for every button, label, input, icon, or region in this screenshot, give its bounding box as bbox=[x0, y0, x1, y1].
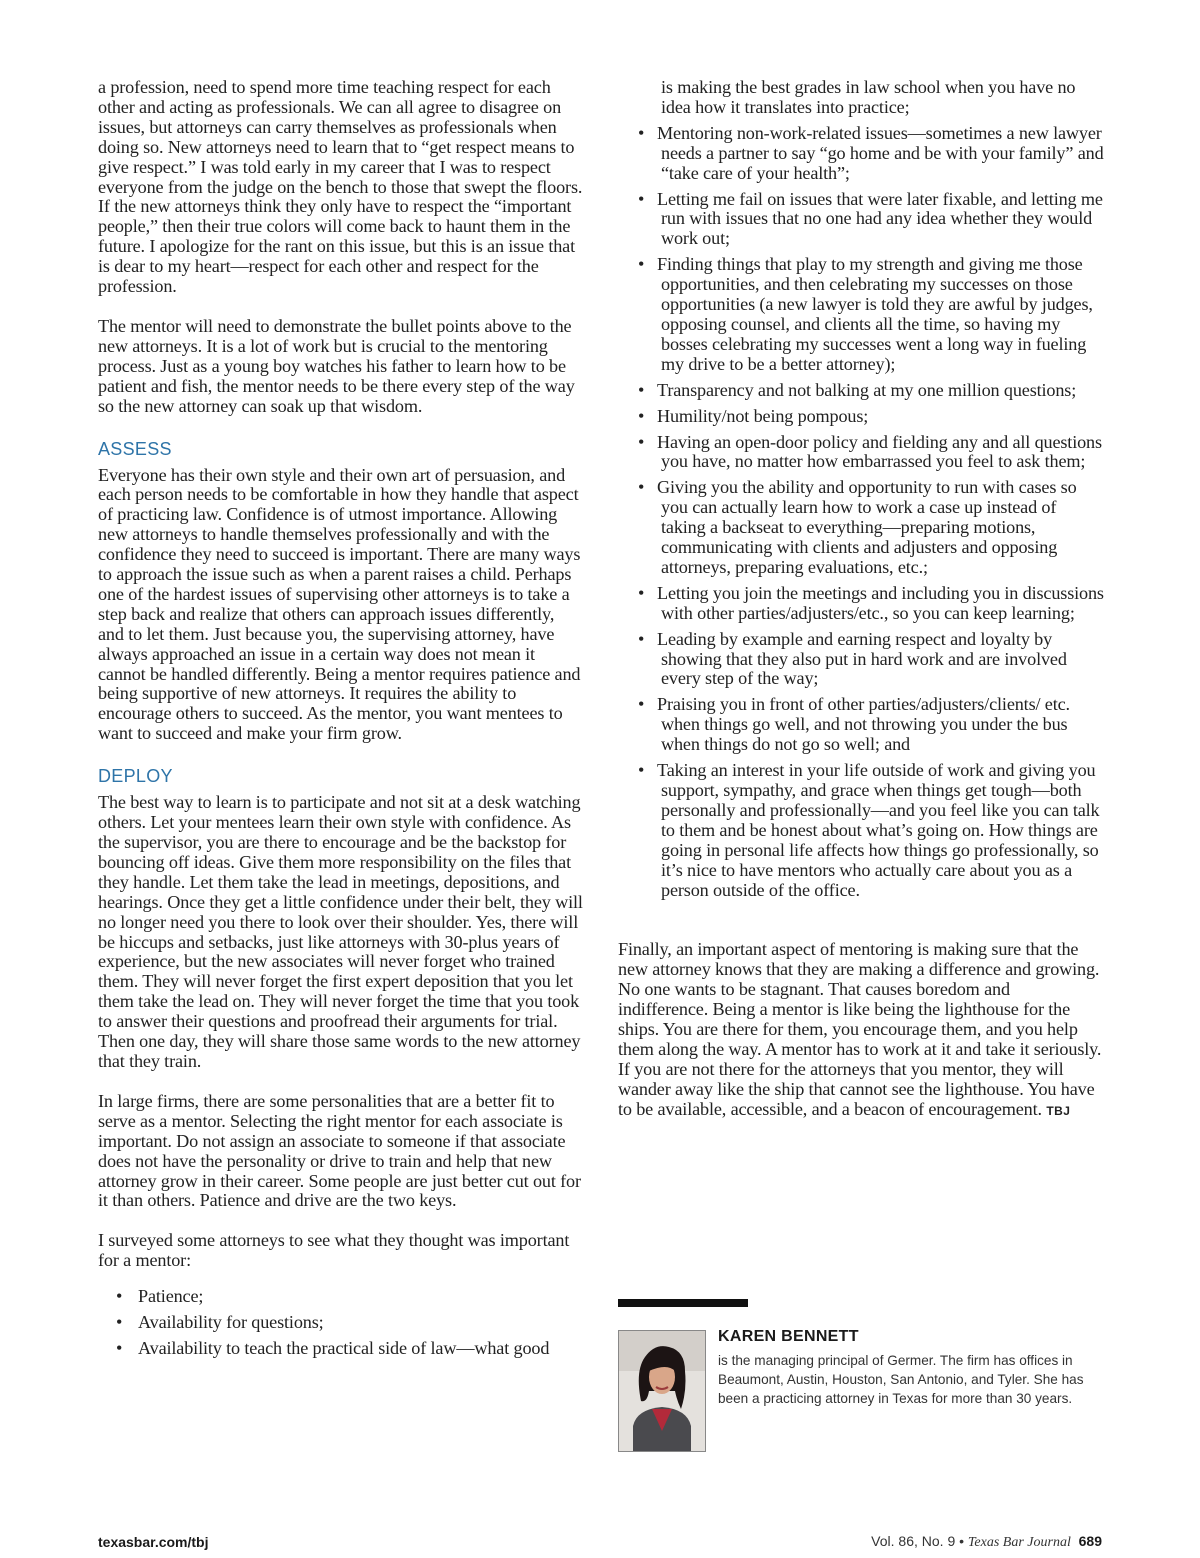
paragraph-closing: Finally, an important aspect of mentoring is making sure that the new attorney knows that they are making a difference and growing. No one wants to be stagnant. That causes boredom and indifference. Being a mentor is like being the lighthouse for the ships. You are there for them, you encourage them, and you help them along the way. A mentor has to work at it and take it seriously. If you are not there for the attorneys that you mentor, they will wander away like the ship that cannot see the lighthouse. You have to be available, accessible, and a beacon of encouragement. TBJ bbox=[618, 939, 1102, 1119]
list-item: • Mentoring non-work-related issues—sometimes a new lawyer needs a partner to say “go home and be with your family” and “take care of your health”; bbox=[638, 122, 1104, 183]
paragraph-demonstrate: The mentor will need to demonstrate the bullet points above to the new attorneys. It is a lot of work but is crucial to the mentoring process. Just as a young boy watches his father to learn how to be patient and fish, the mentor needs to be there every step of the way so the new attorney can soak up that wisdom. bbox=[98, 315, 575, 416]
bullet-icon: • bbox=[116, 1312, 123, 1333]
heading-assess: ASSESS bbox=[98, 438, 172, 459]
right-column bbox=[618, 78, 1104, 1142]
list-continuation: is making the best grades in law school when you have no idea how it translates into practice; bbox=[661, 77, 1076, 117]
mentor-survey-list bbox=[618, 124, 1104, 901]
footer-issue-info bbox=[871, 1533, 1102, 1551]
list-item: • Patience; bbox=[116, 1286, 204, 1307]
footer-website: texasbar.com/tbj bbox=[98, 1534, 209, 1550]
tbj-end-mark: TBJ bbox=[1046, 1103, 1071, 1118]
bullet-icon: • bbox=[116, 1337, 123, 1358]
list-item: • Transparency and not balking at my one million questions; bbox=[638, 379, 1077, 400]
list-item: • Letting you join the meetings and including you in discussions with other parties/adjusters/etc., so you can keep learning; bbox=[638, 582, 1104, 623]
mentor-qualities-list bbox=[98, 1287, 584, 1359]
author-description: is the managing principal of Germer. The firm has offices in Beaumont, Austin, Houston, San Antonio, and Tyler. She has been a practicing attorney in Texas for more than 30 years. bbox=[718, 1353, 1084, 1406]
bullet-icon: • bbox=[638, 582, 645, 603]
paragraph-survey: I surveyed some attorneys to see what they thought was important for a mentor: bbox=[98, 1230, 570, 1271]
paragraph-respect: a profession, need to spend more time teaching respect for each other and acting as professionals. We can all agree to disagree on issues, but attorneys can carry themselves as professionals when doing so. New attorneys need to learn that to “get respect means to give respect.” I was told early in my career that I was to respect everyone from the judge on the bench to those that swept the floors. If the new attorneys think they only have to respect the “important people,” then their true colors will come back to haunt them in the future. I apologize for the rant on this issue, but this is an issue that is dear to my heart—respect for each other and respect for the profession. bbox=[98, 77, 583, 297]
page-number: 689 bbox=[1078, 1533, 1102, 1549]
list-item: • Giving you the ability and opportunity to run with cases so you can actually learn how to work a case up instead of taking a backseat to everything—preparing motions, communicating with clients and adjusters and opposing attorneys, preparing evaluations, etc.; bbox=[638, 477, 1077, 577]
paragraph-assess: Everyone has their own style and their own art of persuasion, and each person needs to be comfortable in how they handle that aspect of practicing law. Confidence is of utmost importance. Allowing new attorneys to handle themselves professionally and with the confidence they need to succeed is important. There are many ways to approach the issue such as when a parent raises a child. Perhaps one of the hardest issues of supervising other attorneys is to take a step back and realize that others can approach issues differently, and to let them. Just because you, the supervising attorney, have always approached an issue in a certain way does not mean it cannot be handled differently. Being a mentor requires patience and being supportive of new attorneys. It requires the ability to encourage others to succeed. As the mentor, you want mentees to want to succeed and make your firm grow. bbox=[98, 464, 581, 744]
bullet-icon: • bbox=[638, 405, 645, 426]
bullet-icon: • bbox=[638, 122, 645, 143]
list-item: • Taking an interest in your life outside of work and giving you support, sympathy, and grace when things get tough—both personally and professionally—and you feel like you can talk to them and be honest about what’s going on. How things are going in personal life affects how things go professionally, so it’s nice to have mentors who actually care about you as a person outside of the office. bbox=[638, 760, 1100, 900]
paragraph-deploy-2: In large firms, there are some personalities that are a better fit to serve as a mentor. Selecting the right mentor for each associate is important. Do not assign an associate to someone if that associate does not have the personality or drive to train and help that new attorney grow in their career. Some people are just better cut out for it than others. Patience and drive are the two keys. bbox=[98, 1090, 581, 1211]
list-item: • Praising you in front of other parties/adjusters/clients/ etc. when things go well, and not throwing you under the bus when things do not go so well; and bbox=[638, 694, 1070, 755]
heading-deploy: DEPLOY bbox=[98, 766, 173, 787]
list-item: • Humility/not being pompous; bbox=[638, 405, 869, 426]
footer-separator: • bbox=[959, 1533, 965, 1549]
list-item: • Availability for questions; bbox=[116, 1312, 324, 1333]
left-column bbox=[98, 78, 584, 1365]
author-name: KAREN BENNETT bbox=[718, 1328, 859, 1345]
footer-volume: Vol. 86, No. 9 bbox=[871, 1533, 956, 1549]
bullet-icon: • bbox=[638, 431, 645, 452]
bullet-icon: • bbox=[638, 477, 645, 498]
author-photo bbox=[618, 1330, 706, 1452]
paragraph-deploy-1: The best way to learn is to participate and not sit at a desk watching others. Let your mentees learn their own style with confidence. As the supervisor, you are there to encourage and be the backstop for bouncing off ideas. Give them more responsibility on the files that they handle. Let them take the lead in meetings, depositions, and hearings. Once they get a little confidence under their belt, they will no longer need you there to look over their shoulder. Yes, there will be hiccups and setbacks, just like attorneys with 30-plus years of experience, but the new associates will never forget who trained them. They will never forget the first expert deposition that you let them take the lead on. They will never forget the time that you took to answer their questions and proofread their arguments for trial. Then one day, they will share those same words to the new attorney that they train. bbox=[98, 792, 583, 1071]
list-item: • Finding things that play to my strength and giving me those opportunities, and then celebrating my successes on those opportunities (a new lawyer is told they are awful by judges, opposing counsel, and clients all the time, so having my bosses celebrating my successes went a long way in fueling my drive to be a better attorney); bbox=[638, 254, 1093, 374]
bullet-icon: • bbox=[638, 188, 645, 209]
author-bio bbox=[718, 1328, 1102, 1408]
bullet-icon: • bbox=[638, 760, 645, 781]
list-item: • Having an open-door policy and fielding any and all questions you have, no matter how embarrassed you feel to ask them; bbox=[638, 431, 1102, 472]
list-item: • Availability to teach the practical side of law—what good bbox=[116, 1337, 550, 1358]
bullet-icon: • bbox=[116, 1286, 123, 1307]
list-item: • Leading by example and earning respect and loyalty by showing that they also put in hard work and are involved every step of the way; bbox=[638, 628, 1067, 689]
author-portrait-icon bbox=[619, 1331, 705, 1451]
list-item: • Letting me fail on issues that were later fixable, and letting me run with issues that no one had any idea whether they would work out; bbox=[638, 188, 1103, 249]
bullet-icon: • bbox=[638, 379, 645, 400]
bullet-icon: • bbox=[638, 694, 645, 715]
footer-journal-name: Texas Bar Journal bbox=[967, 1535, 1071, 1550]
bio-divider-bar bbox=[618, 1299, 748, 1307]
bullet-icon: • bbox=[638, 254, 645, 275]
bullet-icon: • bbox=[638, 628, 645, 649]
